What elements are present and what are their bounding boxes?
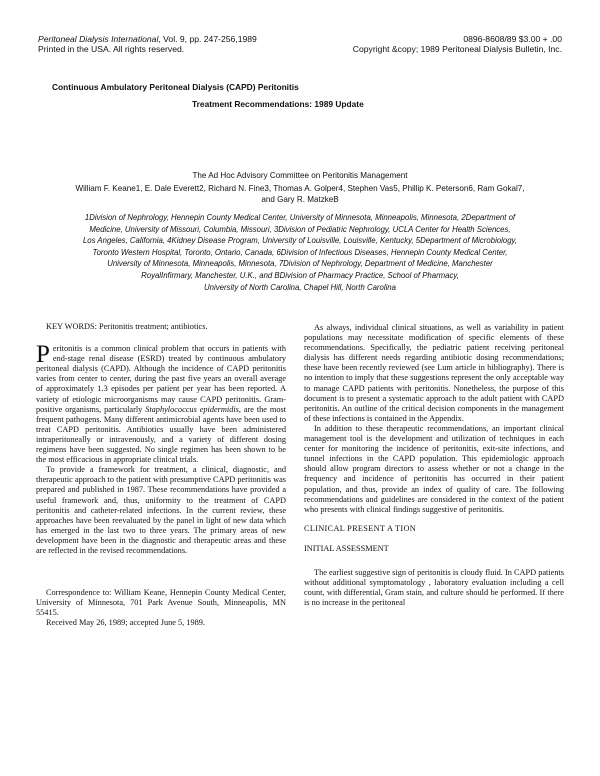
committee-name: The Ad Hoc Advisory Committee on Peritonitis Management <box>192 171 408 180</box>
citation: , Vol. 9, pp. 247-256,1989 <box>158 34 257 44</box>
affiliations <box>36 212 564 293</box>
copyright-notice: Copyright &copy; 1989 Peritoneal Dialysis Bulletin, Inc. <box>352 43 562 54</box>
intro-text-b: , are the most frequent pathogens. Many different antimicrobial agents have been used to treat CAPD peritonitis. Antibiotics usually have been administered intraperitoneally or intravenously, and a variety of different dosing regimens have been suggested. No single regimen has been shown to be the most efficacious in appropriate clinical trials. <box>36 404 287 465</box>
author-list <box>36 183 564 205</box>
left-column <box>36 322 286 628</box>
organism-name: Staphylococcus epidermidis <box>145 404 239 414</box>
intro-paragraph <box>36 341 287 465</box>
subsection-heading: INITIAL ASSESSMENT <box>304 543 389 553</box>
affiliation-line: University of North Carolina, Chapel Hill, North Carolina <box>204 282 396 292</box>
framework-paragraph: To provide a framework for treatment, a clinical, diagnostic, and therapeutic approach to the patient with presumptive CAPD peritonitis was prepared and published in 1987. These recommendations have provided a useful framework and, thus, uniformity to the treatment of CAPD peritonitis and catheter-related infections. In the current review, these approaches have been reevaluated by the panel in light of new data which has emerged in the last two to three years. The primary areas of new development have been in the diagnostic and therapeutic areas and these are reflected in the revised recommendations. <box>36 465 286 555</box>
situations-paragraph: As always, individual clinical situations, as well as variability in patient populations may necessitate modification of specific elements of these recommendations. Specifically, the pediatric patient receiving peritoneal dialysis has different needs regarding antibiotic dosing recommendations; these have been recently reviewed (see Lum article in bibliography). There is no intention to imply that these suggestions represent the only acceptable way to manage CAPD patients with peritonitis. Nonetheless, the purpose of this document is to present a systematic approach to the adult patient with CAPD peritonitis. An outline of the critical decision components in the management of these infections is contained in the Appendix. <box>304 323 564 423</box>
running-header-left <box>38 35 257 54</box>
article-title: Continuous Ambulatory Peritoneal Dialysis (CAPD) Peritonitis <box>52 82 299 92</box>
assessment-paragraph: The earliest suggestive sign of peritonitis is cloudy fluid. In CAPD patients without additional symptomatology , laboratory evaluation including a cell count, with differential, Gram stain, and culture should be performed. If there is no increase in the peritoneal <box>304 567 564 608</box>
affiliation-line: RoyalInfirmary, Manchester, U.K., and BDivision of Pharmacy Practice, School of Pharmacy, <box>141 270 459 280</box>
affiliation-line: Los Angeles, California, 4Kidney Disease Program, University of Louisville, Louisville, Kentucky, 5Department of Microbiology, <box>82 236 518 246</box>
printed-notice: Printed in the USA. All rights reserved. <box>38 43 185 54</box>
intro-text-a: eritonitis is a common clinical problem that occurs in patients with end-stage renal disease (ESRD) treated by continuous ambulatory peritoneal dialysis (CAPD). Although the incidence of CAPD peritonitis varies from center to center, during the past five years an overall average of approximately 1.3 episodes per patient per year has been reported. A variety of etiologic microorganisms may cause CAPD peritonitis. Gram-positive organisms, particularly <box>36 344 286 414</box>
management-paragraph: In addition to these therapeutic recommendations, an important clinical management tool is the development and utilization of techniques in each center for monitoring the incidence of peritonitis, exit-site infections, and tunnel infections in the CAPD population. This epidemiologic approach should allow program directors to assess whether or not a change in the frequency and incidence of peritonitis has occurred in their patient population, and thus, provide an index of quality of care. The following recommendations and guidelines are considered in the context of the patient who presents with clinical findings suggestive of peritonitis. <box>304 423 564 514</box>
keywords: KEY WORDS: Peritonitis treatment; antibiotics. <box>46 322 208 331</box>
section-heading: CLINICAL PRESENT A TION <box>304 523 417 533</box>
affiliation-line: University of Minnesota, Minneapolis, Minnesota, 7Division of Nephrology, Department of Medicine, Manchester <box>107 259 493 269</box>
right-column <box>304 323 564 608</box>
article-subtitle: Treatment Recommendations: 1989 Update <box>192 99 364 109</box>
drop-cap: P <box>36 341 50 369</box>
running-header-right <box>353 35 562 54</box>
received-date: Received May 26, 1989; accepted June 5, 1989. <box>46 618 205 628</box>
journal-name: Peritoneal Dialysis International <box>38 34 159 44</box>
affiliation-line: 1Division of Nephrology, Hennepin County Medical Center, University of Minnesota, Minneapolis, Minnesota, 2Department of <box>84 213 516 222</box>
correspondence-footnote: Correspondence to: William Keane, Hennepin County Medical Center, University of Minnesota, 701 Park Avenue South, Minneapolis, MN 55415. <box>36 588 286 618</box>
affiliation-line: Toronto Western Hospital, Toronto, Ontario, Canada, 6Division of Infectious Diseases, Hennepin County Medical Center, <box>92 247 508 257</box>
author-line: William F. Keane1, E. Dale Everett2, Richard N. Fine3, Thomas A. Golper4, Stephen Vas5, Phillip K. Peterson6, Ram Gokal7, <box>75 184 525 193</box>
price-code: 0896-8608/89 $3.00 + .00 <box>463 34 562 44</box>
affiliation-line: Medicine, University of Missouri, Columbia, Missouri, 3Division of Pediatric Nephrology, UCLA Center for Health Sciences, <box>89 224 511 234</box>
author-line: and Gary R. MatzkeB <box>261 195 339 204</box>
